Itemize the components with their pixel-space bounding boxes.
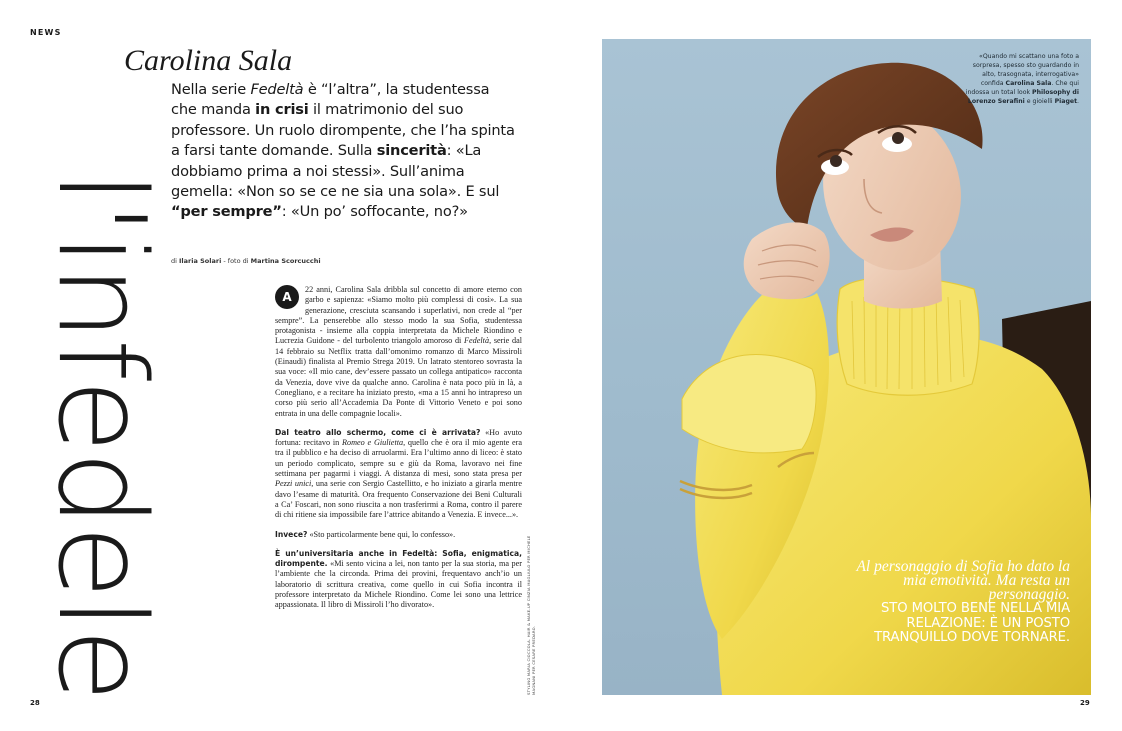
text-run: il matrimonio del suo professore. Un ruolo dirompente, che l’ha spinta a farsi tante domande. Sulla xyxy=(171,101,515,160)
emphasis-bold: Carolina Sala xyxy=(1005,80,1052,87)
text-run: : «Un po’ soffocante, no?» xyxy=(281,203,468,221)
text-run: , una serie con Sergio Castellitto, e ho iniziato a girarla mentre davo l’esame di maturità. Ora frequento Conservazione dei Beni Culturali a Ca’ Foscari, non sono riuscita a non trasferirmi a Roma, contro il parere di chi ritiene sia impossibile fare l’attrice abitando a Venezia. E invece...». xyxy=(275,479,522,520)
text-run: : «La dobbiamo prima a noi stessi». Sull’anima gemella: «Non so se ce ne sia una sola». E sul xyxy=(171,142,500,201)
text-run: . xyxy=(1077,98,1079,105)
byline-mid: - foto di xyxy=(221,257,251,265)
emphasis-italic: Fedeltà xyxy=(250,81,304,98)
text-run: «Ho avuto fortuna: recitavo in xyxy=(275,427,522,448)
interview-question: È un’universitaria anche in Fedeltà: Sofia, enigmatica, dirompente. xyxy=(275,548,522,569)
emphasis-italic: Fedeltà xyxy=(464,336,490,346)
text-run: , serie dal 14 febbraio su Netflix tratta dall’omonimo romanzo di Marco Missiroli (Einaudi) finalista al Premio Strega 2019. Un latrato stentoreo sovrasta la sua voce: «Il mio cane, dev’essere passato un collega antipatico» racconta da Venezia, dove vive da qualche anno. Carolina è nata poco più in là, a Conegliano, e a recitare ha iniziato presto, «ma a 15 anni ho intrapreso un corso più serio all’Accademia Da Ponte di Vittorio Veneto e poi sono entrata in una delle compagnie locali». xyxy=(275,336,522,418)
body-paragraph xyxy=(275,530,522,540)
byline-photographer: Martina Scorcucchi xyxy=(250,257,321,265)
interview-question: Invece? xyxy=(275,529,308,539)
text-run: . Che qui indossa un total look xyxy=(965,80,1079,96)
byline-author: Ilaria Solari xyxy=(179,257,222,265)
emphasis-italic: Pezzi unici xyxy=(275,479,312,489)
pull-quote xyxy=(830,560,1070,646)
hand xyxy=(744,222,830,300)
text-run: «Sto particolarmente bene qui, lo confesso». xyxy=(307,529,456,539)
emphasis-bold: Philosophy di Lorenzo Serafini xyxy=(967,89,1079,105)
pull-quote-caps: STO MOLTO BENE NELLA MIA RELAZIONE: È UN POSTO TRANQUILLO DOVE TORNARE. xyxy=(874,601,1070,645)
body-paragraph xyxy=(275,549,522,611)
subject-name: Carolina Sala xyxy=(124,44,293,77)
text-run: «Mi sento vicina a lei, non tanto per la sua storia, ma per l’ambiente che la circonda. Prima dei provini, frequentavo anch’io un laboratorio di scrittura creativa, come quello in cui Sofia incontra il professore interpretato da Michele Riondino. Come lei sono una lettrice appassionata. Il libro di Missiroli l’ho divorato». xyxy=(275,559,522,610)
emphasis-bold: in crisi xyxy=(255,101,309,119)
emphasis-bold: Piaget xyxy=(1054,98,1078,105)
text-run: è “l’altra”, la studentessa che manda xyxy=(171,81,490,119)
body-paragraph xyxy=(275,285,522,419)
standfirst xyxy=(171,80,516,223)
article-body xyxy=(275,285,522,620)
page-number-right: 29 xyxy=(1080,699,1090,707)
body-paragraph xyxy=(275,428,522,521)
section-label: NEWS xyxy=(30,28,62,37)
emphasis-bold: sincerità xyxy=(376,142,447,160)
byline xyxy=(171,257,321,265)
emphasis-bold: “per sempre” xyxy=(171,203,282,221)
text-run: Nella serie xyxy=(171,81,251,98)
interview-question: Dal teatro allo schermo, come ci è arrivata? xyxy=(275,427,481,437)
text-run: «Quando mi scattano una foto a sorpresa, spesso sto guardando in alto, trasognata, interrogativa» confida xyxy=(972,53,1079,87)
text-run: e gioielli xyxy=(1024,98,1055,105)
emphasis-italic: Romeo e Giulietta xyxy=(342,438,404,448)
photo-caption xyxy=(964,52,1079,106)
page-number-left: 28 xyxy=(30,699,40,707)
text-run: , quello che è ora il mio agente era tra il pubblico e ha deciso di arruolarmi. Era l’ultimo anno di liceo: è stato un periodo complicato, sempre su e giù da Roma, lavoravo nei fine settimana per pagarmi i viaggi. A distanza di mesi, sono stata presa per xyxy=(275,438,523,479)
photo-credits: STYLING MARIA CIOCCOLA. HAIR & MAKE-UP CINZIA MAGLIULO PER MICHELE MAGNANI PER CESARE PREDARO. xyxy=(526,535,536,695)
vertical-title: l'infedele xyxy=(31,171,170,700)
dropcap: A xyxy=(275,285,299,309)
byline-prefix: di xyxy=(171,257,179,265)
cuff-ruffle xyxy=(682,355,816,453)
pull-quote-italic: Al personaggio di Sofia ho dato la mia emotività. Ma resta un personaggio. xyxy=(856,558,1070,603)
text-run: 22 anni, Carolina Sala dribbla sul concetto di amore eterno con garbo e sapienza: «Siamo molto più complessi di così». La sua generazione, cresciuta scansando i superlativi, non crede al “per sempre”. La penserebbe allo stesso modo la sua Sofia, studentessa protagonista - insieme alla coppia interpretata da Michele Riondino e Lucrezia Guidone - del turbolento triangolo amoroso di xyxy=(275,285,522,346)
